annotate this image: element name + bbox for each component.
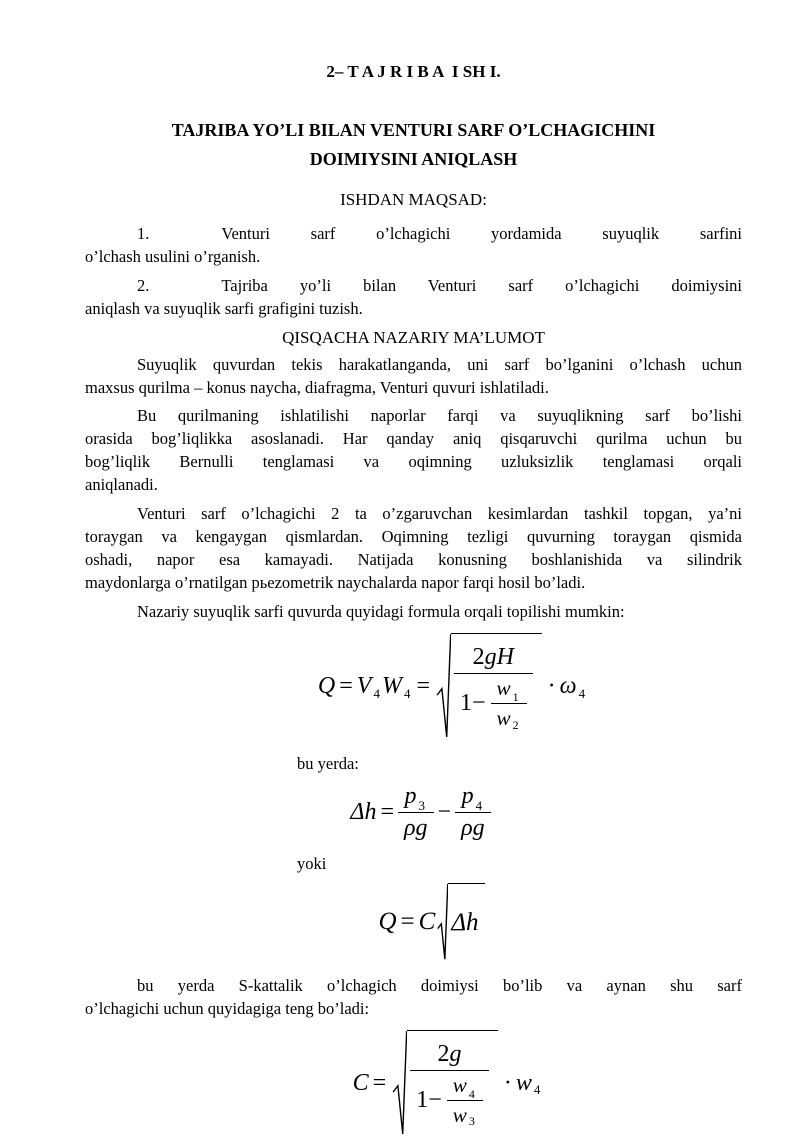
formula-term: w — [452, 1102, 467, 1127]
equals-sign: = — [380, 799, 395, 826]
purpose-title: ISHDAN MAQSAD: — [340, 190, 487, 209]
formula-term: p — [461, 783, 474, 810]
objective-text: Venturi sarf o’lchagichi yordamida suyuqlik sarfini — [221, 224, 742, 243]
formula-term: 1− — [460, 690, 486, 717]
formula-term: g — [449, 1040, 462, 1067]
sqrt-radical — [437, 883, 484, 962]
formula-term: W — [381, 673, 402, 700]
paragraph-line: oshadi, napor esa kamayadi. Natijada konusning boshlanishida va silindrik — [85, 550, 742, 569]
fraction-denominator: w $_3$ — [447, 1100, 483, 1128]
paragraph-2 — [85, 404, 742, 496]
fraction — [454, 644, 533, 731]
formula-constant: C = 2 g 1− w $_4$ w $_3$ · w $_4$ — [153, 1030, 742, 1137]
objective-text: aniqlash va suyuqlik sarfi grafigini tuzish. — [85, 299, 363, 318]
formula-term: V — [356, 673, 372, 700]
fraction-denominator — [454, 673, 533, 731]
objective-number: 2. — [137, 276, 150, 295]
fraction-denominator — [410, 1070, 489, 1128]
where-label: bu yerda: — [297, 754, 359, 774]
fraction-numerator: p $_3$ — [404, 783, 426, 814]
paragraph-line: aniqlanadi. — [85, 475, 158, 494]
paragraph-5 — [85, 974, 742, 1020]
formula-term: Q — [378, 908, 397, 936]
formula-term: w — [496, 706, 511, 731]
fraction — [398, 783, 434, 842]
equals-sign: = — [339, 673, 353, 700]
paragraph-line: toraygan va kengaygan qismlardan. Oqimning tezligi quvurning toraygan qismida — [85, 527, 742, 546]
formula-term: Q — [317, 673, 336, 700]
formula-term: ω — [559, 673, 577, 700]
paragraph-line: Suyuqlik quvurdan tekis harakatlanganda, uni sarf bo’lganini o’lchash uchun — [137, 355, 742, 374]
fraction-numerator: w $_4$ — [452, 1072, 475, 1101]
objective-item-1 — [85, 222, 742, 268]
formula-term: 2 — [472, 644, 485, 671]
formula-discharge — [123, 883, 742, 962]
equals-sign: = — [372, 1069, 387, 1096]
paragraph-line: bog’liqlik Bernulli tenglamasi va oqimning uzluksizlik tenglamasi orqali — [85, 452, 742, 471]
paragraph-line: orasida bog’liqlikka asoslanadi. Har qanday aniq qisqaruvchi qurilma uchun bu — [85, 429, 742, 448]
formula-flow-rate: Q = V $_4$ W $_4$ = 2 gH 1− w $_1$ w $_2$ · ω $_4$ — [163, 633, 742, 740]
formula-term: w — [496, 676, 511, 701]
paragraph-1 — [85, 353, 742, 399]
heading-line-2: DOIMIYSINI ANIQLASH — [309, 149, 518, 169]
fraction — [410, 1041, 489, 1128]
radical-sign-icon — [436, 633, 451, 740]
fraction-numerator — [467, 644, 520, 673]
radical-sign-icon — [437, 883, 448, 962]
fraction-denominator: ρg — [398, 812, 434, 842]
paragraph-line: Bu qurilmaning ishlatilishi naporlar farqi va suyuqlikning sarf bo’lishi — [137, 406, 742, 425]
sqrt-radical — [436, 633, 542, 740]
equals-sign: = — [400, 908, 415, 936]
formula-term: 1− — [416, 1086, 442, 1113]
formula-term: C — [418, 908, 436, 936]
doc-title: 2– T A J R I B A I SH I. — [326, 62, 501, 81]
doc-heading — [85, 116, 742, 174]
fraction — [455, 783, 491, 842]
formula-term: w — [515, 1069, 532, 1096]
or-label: yoki — [297, 854, 327, 874]
paragraph-line: Nazariy suyuqlik sarfi quvurda quyidagi formula orqali topilishi mumkin: — [137, 602, 625, 621]
fraction-numerator — [432, 1041, 468, 1070]
sqrt-radical — [392, 1030, 498, 1137]
fraction — [447, 1073, 483, 1128]
formula-term: 2 — [437, 1040, 450, 1067]
fraction-numerator: w $_1$ — [496, 676, 519, 705]
formula-term: Δh — [451, 909, 479, 937]
objective-text: o’lchash usulini o’rganish. — [85, 247, 261, 266]
paragraph-4 — [85, 600, 742, 623]
formula-term: w — [452, 1072, 467, 1097]
fraction-denominator: w $_2$ — [491, 703, 527, 731]
heading-line-1: TAJRIBA YO’LI BILAN VENTURI SARF O’LCHAGICHINI — [171, 120, 656, 140]
formula-term: C — [352, 1069, 369, 1096]
objective-text: Tajriba yo’li bilan Venturi sarf o’lchagichi doimiysini — [221, 276, 742, 295]
paragraph-line: maydonlarga o’rnatilgan pьezometrik naychalarda napor farqi hosil bo’ladi. — [85, 573, 586, 592]
multiplication-dot: · — [547, 673, 556, 700]
paragraph-3 — [85, 502, 742, 594]
objective-item-2 — [85, 274, 742, 320]
paragraph-line: Venturi sarf o’lchagichi 2 ta o’zgaruvchan kesimlardan tashkil topgan, ya’ni — [137, 504, 742, 523]
fraction — [491, 676, 527, 731]
fraction-denominator: ρg — [455, 812, 491, 842]
paragraph-line: o’lchagichi uchun quyidagiga teng bo’ladi: — [85, 998, 370, 1018]
theory-title: QISQACHA NAZARIY MA’LUMOT — [282, 328, 545, 347]
formula-term: Δh — [350, 799, 377, 826]
formula-head-loss — [99, 783, 742, 842]
minus-sign: − — [437, 799, 452, 826]
radical-sign-icon — [392, 1030, 407, 1137]
formula-term: gH — [484, 644, 514, 671]
formula-term: p — [404, 783, 417, 810]
paragraph-line: maxsus qurilma – konus naycha, diafragma, Venturi quvuri ishlatiladi. — [85, 378, 549, 397]
paragraph-line: bu yerda S-kattalik o’lchagich doimiysi bo’lib va aynan shu sarf — [137, 975, 742, 995]
multiplication-dot: · — [503, 1069, 512, 1096]
equals-sign: = — [416, 673, 430, 700]
fraction-numerator: p $_4$ — [461, 783, 483, 814]
objective-number: 1. — [137, 224, 150, 243]
